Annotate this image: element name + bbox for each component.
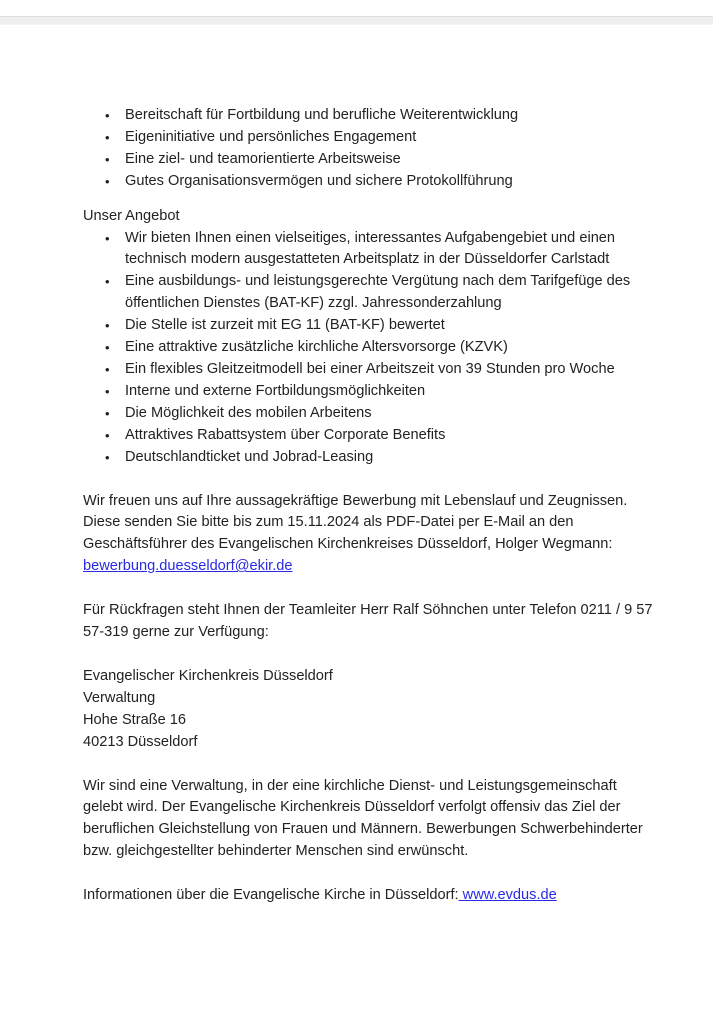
- list-item: • Eine attraktive zusätzliche kirchliche Altersvorsorge (KZVK): [125, 337, 653, 359]
- list-item: • Attraktives Rabattsystem über Corporate Benefits: [125, 425, 653, 447]
- spacer: [83, 644, 653, 666]
- info-paragraph: [83, 885, 653, 907]
- address-org: Evangelischer Kirchenkreis Düsseldorf: [83, 667, 333, 684]
- list-item: • Deutschlandticket und Jobrad-Leasing: [125, 447, 653, 469]
- address-street: Hohe Straße 16: [83, 711, 187, 728]
- list-item: • Die Stelle ist zurzeit mit EG 11 (BAT-KF) bewertet: [125, 315, 653, 337]
- list-item: • Wir bieten Ihnen einen vielseitiges, interessantes Aufgabengebiet und einen technisch modern ausgestatteten Arbeitsplatz in der Düsseldorfer Carlstadt: [125, 228, 653, 272]
- offer-list: [83, 228, 653, 469]
- list-item: • Gutes Organisationsvermögen und sichere Protokollführung: [125, 171, 653, 193]
- list-item: • Interne und externe Fortbildungsmöglichkeiten: [125, 381, 653, 403]
- equality-paragraph: Wir sind eine Verwaltung, in der eine kirchliche Dienst- und Leistungsgemeinschaft gelebt wird. Der Evangelische Kirchenkreis Düsseldorf verfolgt offensiv das Ziel der beruflichen Gleichstellung von Frauen und Männern. Bewerbungen Schwerbehinderter bzw. gleichgestellter behinderter Menschen sind erwünscht.: [83, 777, 643, 860]
- address-city: 40213 Düsseldorf: [83, 733, 198, 750]
- spacer: [83, 469, 653, 491]
- email-link[interactable]: bewerbung.duesseldorf@ekir.de: [83, 558, 293, 575]
- list-item: • Eine ausbildungs- und leistungsgerechte Vergütung nach dem Tarifgefüge des öffentlichen Dienstes (BAT-KF) zzgl. Jahressonderzahlung: [125, 271, 653, 315]
- list-item: • Ein flexibles Gleitzeitmodell bei einer Arbeitszeit von 39 Stunden pro Woche: [125, 359, 653, 381]
- website-link[interactable]: www.evdus.de: [458, 887, 557, 904]
- list-item: • Eine ziel- und teamorientierte Arbeitsweise: [125, 149, 653, 171]
- spacer: [83, 754, 653, 776]
- list-item: • Die Möglichkeit des mobilen Arbeitens: [125, 403, 653, 425]
- spacer: [83, 578, 653, 600]
- document-page: [83, 105, 653, 907]
- page-top-divider: [0, 16, 713, 25]
- offer-heading: Unser Angebot: [83, 207, 180, 224]
- requirements-list: [83, 105, 653, 193]
- address-dept: Verwaltung: [83, 689, 156, 706]
- list-item: • Bereitschaft für Fortbildung und berufliche Weiterentwicklung: [125, 105, 653, 127]
- application-paragraph: [83, 491, 653, 579]
- contact-paragraph: Für Rückfragen steht Ihnen der Teamleiter Herr Ralf Söhnchen unter Telefon 0211 / 9 57 57-319 gerne zur Verfügung:: [83, 602, 653, 641]
- spacer: [83, 863, 653, 885]
- list-item: • Eigeninitiative und persönliches Engagement: [125, 127, 653, 149]
- address-block: [83, 666, 653, 754]
- info-text: Informationen über die Evangelische Kirche in Düsseldorf:: [83, 887, 459, 904]
- application-text: Wir freuen uns auf Ihre aussagekräftige Bewerbung mit Lebenslauf und Zeugnissen. Diese senden Sie bitte bis zum 15.11.2024 als PDF-Datei per E-Mail an den Geschäftsführer des Evangelischen Kirchenkreises Düsseldorf, Holger Wegmann:: [83, 492, 628, 553]
